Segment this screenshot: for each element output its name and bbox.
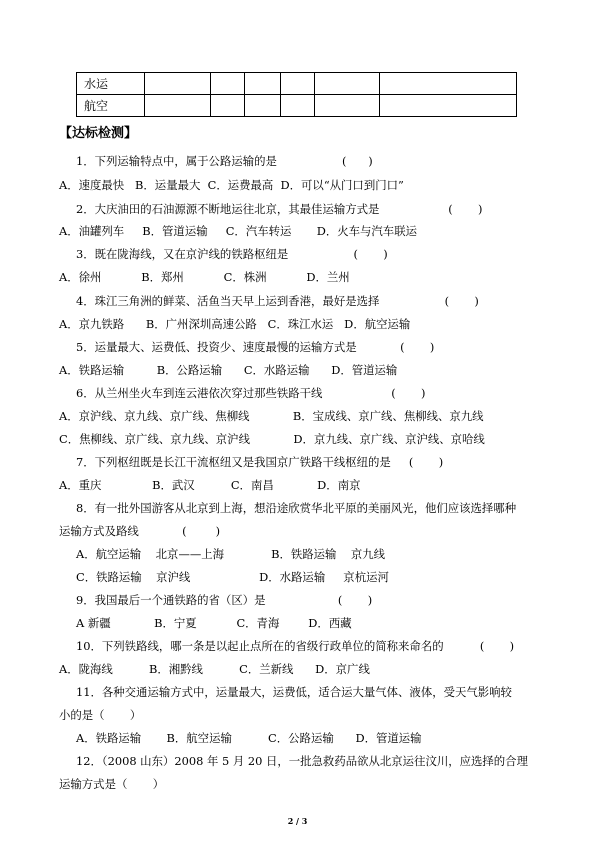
- table-cell: [281, 95, 315, 117]
- table-cell: [245, 95, 281, 117]
- page-number: 2 / 3: [287, 816, 308, 826]
- section-heading: 【达标检测】: [59, 126, 138, 141]
- question-text: 运输方式及路线 ( ): [59, 524, 221, 538]
- question-text: 4．珠江三角洲的鲜菜、活鱼当天早上运到香港，最好是选择 ( ): [76, 294, 479, 308]
- answer-options: A．陇海线 B．湘黔线 C．兰新线 D．京广线: [59, 662, 370, 676]
- table-cell: [211, 95, 245, 117]
- answer-options: A．京沪线、京九线、京广线、焦柳线 B．宝成线、京广线、焦柳线、京九线: [59, 409, 484, 423]
- table-cell: [315, 95, 380, 117]
- answer-options: A．重庆 B．武汉 C．南昌 D．南京: [59, 478, 361, 492]
- question-text: 小的是（ ）: [59, 708, 142, 722]
- answer-options: A．油罐列车 B．管道运输 C．汽车转运 D．火车与汽车联运: [59, 224, 417, 238]
- answer-options: A．铁路运输 B．公路运输 C．水路运输 D．管道运输: [59, 363, 398, 377]
- question-text: 3．既在陇海线，又在京沪线的铁路枢纽是 ( ): [76, 247, 388, 261]
- table-cell: [245, 73, 281, 95]
- question-text: 6．从兰州坐火车到连云港依次穿过那些铁路干线 ( ): [76, 386, 426, 400]
- answer-options: A．航空运输 北京——上海 B．铁路运输 京九线: [76, 547, 386, 561]
- answer-options: A．铁路运输 B．航空运输 C．公路运输 D．管道运输: [76, 731, 422, 745]
- question-text: 运输方式是（ ）: [59, 777, 165, 791]
- answer-options: C．铁路运输 京沪线 D．水路运输 京杭运河: [76, 570, 389, 584]
- answer-options: C．焦柳线、京广线、京九线、京沪线 D．京九线、京广线、京沪线、京哈线: [59, 432, 485, 446]
- table-cell-mode: 水运: [77, 73, 145, 95]
- question-text: 9．我国最后一个通铁路的省（区）是 ( ): [76, 593, 373, 607]
- question-text: 12．（2008 山东）2008 年 5 月 20 日，一批急救药品欲从北京运往汶川，应选择的合理: [76, 754, 528, 768]
- table-row: [77, 73, 517, 95]
- table-cell: [380, 95, 517, 117]
- question-text: 8．有一批外国游客从北京到上海，想沿途欣赏华北平原的美丽风光，他们应该选择哪种: [76, 501, 517, 515]
- question-text: 5．运量最大、运费低、投资少、速度最慢的运输方式是 ( ): [76, 340, 435, 354]
- table-cell: [315, 73, 380, 95]
- transport-comparison-table: [76, 72, 517, 117]
- answer-options: A．京九铁路 B．广州深圳高速公路 C．珠江水运 D．航空运输: [59, 317, 411, 331]
- table-cell: [145, 73, 211, 95]
- table-cell: [281, 73, 315, 95]
- question-text: 1．下列运输特点中，属于公路运输的是 ( ): [76, 154, 373, 168]
- table-cell: [211, 73, 245, 95]
- question-text: 7．下列枢纽既是长江干流枢纽又是我国京广铁路干线枢纽的是 ( ): [76, 455, 444, 469]
- question-text: 10．下列铁路线，哪一条是以起止点所在的省级行政单位的简称来命名的 ( ): [76, 639, 515, 653]
- table-cell: [145, 95, 211, 117]
- answer-options: A．徐州 B．郑州 C．株洲 D．兰州: [59, 270, 350, 284]
- question-text: 11．各种交通运输方式中，运量最大，运费低，适合运大量气体、液体，受天气影响较: [76, 685, 512, 699]
- table-row: [77, 95, 517, 117]
- table-cell-mode: 航空: [77, 95, 145, 117]
- question-text: 2．大庆油田的石油源源不断地运往北京，其最佳运输方式是 ( ): [76, 202, 483, 216]
- answer-options: A 新疆 B．宁夏 C．青海 D．西藏: [76, 616, 352, 630]
- table-cell: [380, 73, 517, 95]
- answer-options: A．速度最快 B．运量最大 C．运费最高 D．可以“从门口到门口”: [59, 178, 404, 192]
